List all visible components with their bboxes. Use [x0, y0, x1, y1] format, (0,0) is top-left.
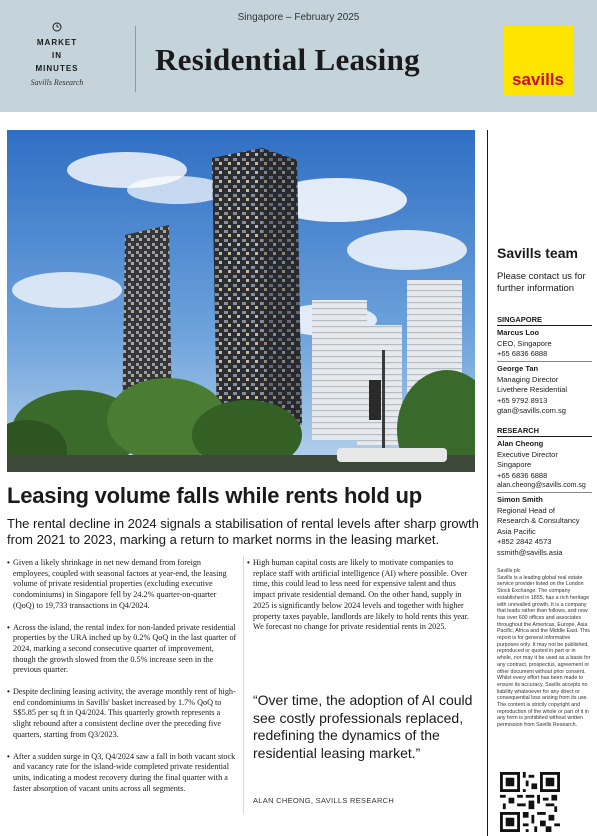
disclaimer-text: Savills plc Savills is a leading global real estate service provider listed on the London Stock Exchange. The company established in 1855, has a rich heritage with unrivalled growth. It is a company that leads rather than follows, and now has over 600 offices and associates throughout the Americas, Europe, Asia Pacific, Africa and the Middle East. This report is for general informative purposes only. It may not be published, reproduced or quoted in part or in whole, nor may it be used as a basis for any contract, prospectus, agreement or other document without prior consent. Whilst every effort has been made to ensure its accuracy, Savills accepts no liability whatsoever for any direct or consequential loss arising from its use. The content is strictly copyright and reproduction of the whole or part of it in any form is prohibited without written permission from Savills Research. — [497, 568, 591, 729]
contact-rule — [497, 492, 592, 493]
right-column — [247, 558, 477, 644]
article-headline: Leasing volume falls while rents hold up — [7, 483, 422, 508]
contact-region: Asia Pacific — [497, 526, 536, 536]
savills-logo — [503, 26, 573, 96]
contact-role: Managing Director — [497, 374, 559, 384]
logo-text: savills — [512, 70, 564, 89]
header-divider — [135, 26, 136, 92]
article-standfirst: The rental decline in 2024 signals a stabilisation of rental levels after sharp growth from 2021 to 2023, marking a return to market norms in the leasing market. — [7, 516, 479, 547]
contact-email[interactable]: gtan@savills.com.sg — [497, 406, 566, 415]
contact-george-tan — [497, 364, 593, 417]
market-in-minutes-badge — [22, 22, 92, 87]
contact-phone[interactable]: +65 9792 8913 — [497, 395, 548, 405]
section-rule — [497, 325, 592, 326]
bullet-paragraph: • Given a likely shrinkage in net new demand from foreign employees, coupled with seasonal factors at year-end, the leasing volume of private residential properties (excluding executive condominiums) in Singapore fell by 24.2% quarter-on-quarter (QoQ) to 19,733 transactions in Q4/2024. — [7, 558, 237, 612]
section-label-research: RESEARCH — [497, 426, 540, 435]
contact-phone[interactable]: +65 6836 6888 — [497, 349, 548, 358]
contact-rule — [497, 361, 592, 362]
contact-role: CEO, Singapore — [497, 338, 552, 348]
sidebar-rule — [487, 130, 488, 836]
left-column — [7, 558, 237, 805]
section-rule — [497, 436, 592, 437]
contact-name: Alan Cheong — [497, 439, 544, 448]
contact-alan-cheong — [497, 439, 593, 492]
contact-email[interactable]: ssmith@savills.asia — [497, 547, 563, 557]
column-divider — [243, 556, 244, 814]
bullet-paragraph: • Despite declining leasing activity, the average monthly rent of high-end condominiums in Savills' basket increased by 1.7% QoQ to S$5.85 per sq ft in Q4/2024. This quarterly growth represents a slight rebound after a consistent decline over the preceding five quarters, starting from Q3/2023. — [7, 687, 237, 741]
contact-role: Research & Consultancy — [497, 516, 580, 525]
contact-name: Marcus Loo — [497, 328, 540, 337]
bullet-paragraph: • Across the island, the rental index for non-landed private residential properties by the URA inched up by 0.2% QoQ in the last quarter of 2024, marking a second consecutive quarter of improvement, though the growth slowed from the 0.5% increase seen in the previous quarter. — [7, 623, 237, 677]
contact-role: Regional Head of — [497, 505, 555, 515]
building-photo-illustration — [7, 130, 475, 472]
bullet-paragraph: • After a sudden surge in Q3, Q4/2024 saw a fall in both vacant stock and vacancy rate for the island-wide completed private residential units, indicating a modest recovery during the final quarter with a faster absorption of vacant units across all segments. — [7, 752, 237, 795]
sidebar-heading: Savills team — [497, 245, 578, 261]
contact-location: Singapore — [497, 460, 532, 469]
section-label-singapore: SINGAPORE — [497, 315, 543, 324]
contact-name: George Tan — [497, 364, 539, 373]
contact-phone[interactable]: +852 2842 4573 — [497, 537, 552, 546]
report-header — [0, 0, 597, 112]
contact-phone[interactable]: +65 6836 6888 — [497, 470, 548, 480]
contact-dept: Livethere Residential — [497, 385, 568, 394]
contact-email[interactable]: alan.cheong@savills.com.sg — [497, 482, 586, 489]
contact-marcus-loo — [497, 328, 593, 360]
bullet-paragraph: • High human capital costs are likely to motivate companies to replace staff with artificial intelligence (AI) where possible. Over time, this could lead to less need for expensive talent and thus impact private residential demand. On the other hand, supply in 2025 is significantly below 2024 levels and together with higher property taxes payable, landlords are likely to hold rents this year. We forecast no change for private residential rents in 2025. — [247, 558, 477, 633]
series-subtitle: Savills Research — [30, 78, 84, 87]
pull-quote: “Over time, the adoption of AI could see costly professionals replaced, redefining the dynamics of the residential leasing market.” — [253, 692, 473, 761]
contact-role: Executive Director — [497, 449, 558, 459]
qr-code-icon[interactable] — [500, 772, 560, 832]
page-title: Residential Leasing — [155, 42, 420, 77]
report-date: Singapore – February 2025 — [237, 12, 360, 23]
hero-building-photo — [7, 130, 475, 472]
contact-simon-smith — [497, 495, 593, 558]
series-title: MARKET IN MINUTES — [35, 38, 79, 73]
contact-name: Simon Smith — [497, 495, 543, 504]
sidebar-intro: Please contact us for further information — [497, 271, 586, 294]
quote-attribution: ALAN CHEONG, SAVILLS RESEARCH — [253, 796, 395, 805]
clock-icon — [52, 22, 62, 32]
